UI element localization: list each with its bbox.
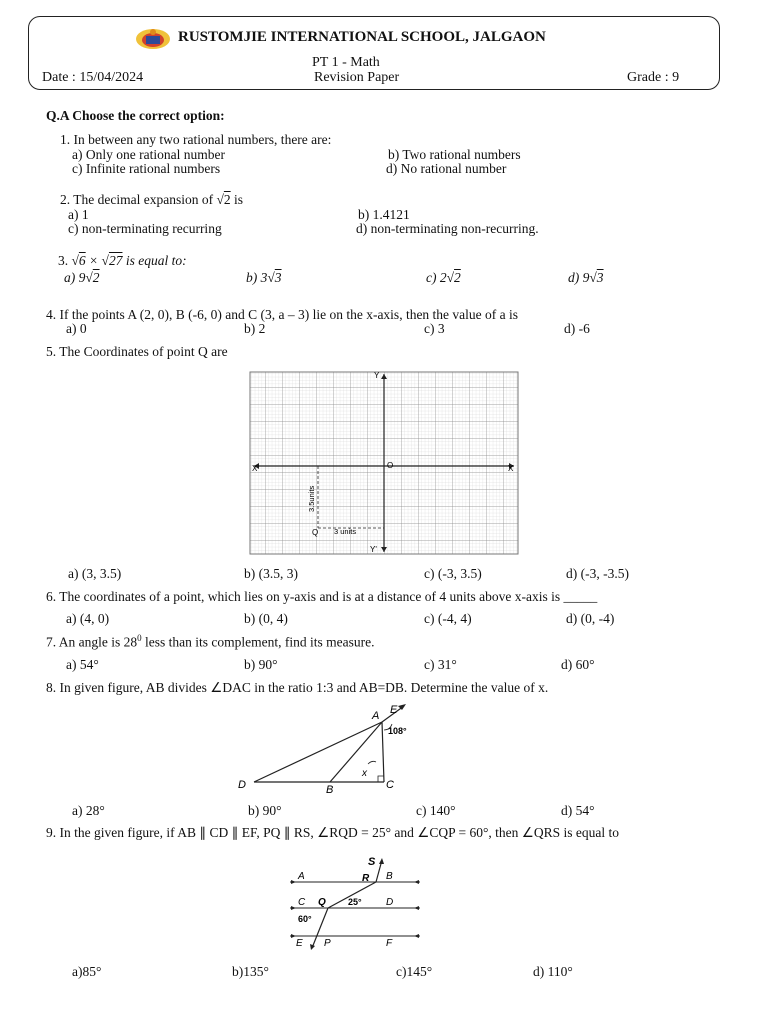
q5-option-c: c) (-3, 3.5) xyxy=(424,566,482,581)
fig5-label-y: Y xyxy=(374,371,380,380)
fig9-label-r: R xyxy=(362,873,370,884)
fig9-label-s: S xyxy=(368,856,376,868)
q7-option-d: d) 60° xyxy=(561,657,595,672)
coordinate-grid-figure xyxy=(248,370,520,556)
fig8-label-c: C xyxy=(386,779,394,791)
q7-option-b: b) 90° xyxy=(244,657,278,672)
q2-option-a: a) 1 xyxy=(68,207,89,222)
question-8: 8. In given figure, AB divides ∠DAC in the ratio 1:3 and AB=DB. Determine the value of x. xyxy=(46,680,549,695)
fig5-label-35units: 3.5units xyxy=(307,485,316,512)
q1-option-a: a) Only one rational number xyxy=(72,147,225,162)
q8-option-a: a) 28° xyxy=(72,803,105,818)
q9-option-b: b)135° xyxy=(232,964,269,979)
fig9-label-q: Q xyxy=(318,897,326,908)
q8-option-d: d) 54° xyxy=(561,803,595,818)
q6-option-b: b) (0, 4) xyxy=(244,611,288,626)
fig8-label-x: x xyxy=(362,768,367,779)
fig5-label-q: Q xyxy=(312,528,319,537)
q8-option-b: b) 90° xyxy=(248,803,282,818)
school-logo-icon xyxy=(134,26,172,50)
fig8-label-a: A xyxy=(372,710,380,722)
parallel-lines-figure xyxy=(280,852,430,952)
question-2: 2. The decimal expansion of √2 is xyxy=(60,192,244,207)
q9-option-d: d) 110° xyxy=(533,964,573,979)
q3-option-b: b) 3√3 xyxy=(246,270,282,285)
q4-option-b: b) 2 xyxy=(244,321,266,336)
q1-option-b: b) Two rational numbers xyxy=(388,147,521,162)
q2-option-b: b) 1.4121 xyxy=(358,207,410,222)
q6-option-c: c) (-4, 4) xyxy=(424,611,472,626)
q5-option-a: a) (3, 3.5) xyxy=(68,566,122,581)
question-9: 9. In the given figure, if AB ∥ CD ∥ EF, PQ ∥ RS, ∠RQD = 25° and ∠CQP = 60°, then ∠QRS is equal to xyxy=(46,825,619,840)
q2-option-c: c) non-terminating recurring xyxy=(68,221,222,236)
q7-option-a: a) 54° xyxy=(66,657,99,672)
fig5-label-x-prime: X' xyxy=(252,464,259,473)
section-title: Q.A Choose the correct option: xyxy=(46,108,225,123)
fig9-label-a: A xyxy=(298,871,305,882)
exam-date: Date : 15/04/2024 xyxy=(42,70,144,85)
fig9-angle-25: 25° xyxy=(348,897,362,907)
fig9-label-f: F xyxy=(386,938,393,949)
q6-option-a: a) (4, 0) xyxy=(66,611,110,626)
fig9-label-b: B xyxy=(386,871,393,882)
question-7: 7. An angle is $28^0$ less than its complement, find its measure. xyxy=(46,633,375,650)
q9-option-a: a)85° xyxy=(72,964,102,979)
q5-option-d: d) (-3, -3.5) xyxy=(566,566,629,581)
q4-option-d: d) -6 xyxy=(564,321,590,336)
fig8-label-d: D xyxy=(238,779,246,791)
q4-option-c: c) 3 xyxy=(424,321,445,336)
q5-option-b: b) (3.5, 3) xyxy=(244,566,298,581)
question-5: 5. The Coordinates of point Q are xyxy=(46,344,228,359)
fig5-label-y-prime: Y' xyxy=(370,545,377,554)
grade-label: Grade : 9 xyxy=(627,70,680,85)
exam-title: PT 1 - Math xyxy=(312,55,380,70)
paper-title: Revision Paper xyxy=(314,70,400,85)
q3-option-c: c) 2√2 xyxy=(426,270,461,285)
q7-option-c: c) 31° xyxy=(424,657,457,672)
fig8-label-e: E xyxy=(390,704,398,716)
fig8-angle-108: 108° xyxy=(388,726,407,736)
q3-option-a: a) 9√2 xyxy=(64,270,100,285)
q6-option-d: d) (0, -4) xyxy=(566,611,615,626)
q9-option-c: c)145° xyxy=(396,964,433,979)
fig5-label-x: X xyxy=(508,464,514,473)
q2-option-d: d) non-terminating non-recurring. xyxy=(356,221,539,236)
q8-option-c: c) 140° xyxy=(416,803,456,818)
fig5-label-3units: 3 units xyxy=(334,527,357,536)
q4-option-a: a) 0 xyxy=(66,321,87,336)
fig5-label-origin: O xyxy=(387,461,394,470)
q3-option-d: d) 9√3 xyxy=(568,270,604,285)
question-6: 6. The coordinates of a point, which lies on y-axis and is at a distance of 4 units above x-axis is _____ xyxy=(46,589,598,604)
fig9-label-c: C xyxy=(298,897,306,908)
fig8-label-b: B xyxy=(326,784,334,796)
q1-option-d: d) No rational number xyxy=(386,161,507,176)
triangle-figure xyxy=(232,700,432,796)
question-1: 1. In between any two rational numbers, there are: xyxy=(60,132,332,147)
question-4: 4. If the points A (2, 0), B (-6, 0) and C (3, a – 3) lie on the x-axis, then the value of a is xyxy=(46,307,519,322)
fig9-label-p: P xyxy=(324,938,331,949)
fig9-angle-60: 60° xyxy=(298,914,312,924)
fig9-label-d: D xyxy=(386,897,394,908)
question-3: 3. √6 × √27 is equal to: xyxy=(58,253,187,268)
fig9-label-e: E xyxy=(296,938,303,949)
q1-option-c: c) Infinite rational numbers xyxy=(72,161,221,176)
school-name: RUSTOMJIE INTERNATIONAL SCHOOL, JALGAON xyxy=(178,29,546,45)
